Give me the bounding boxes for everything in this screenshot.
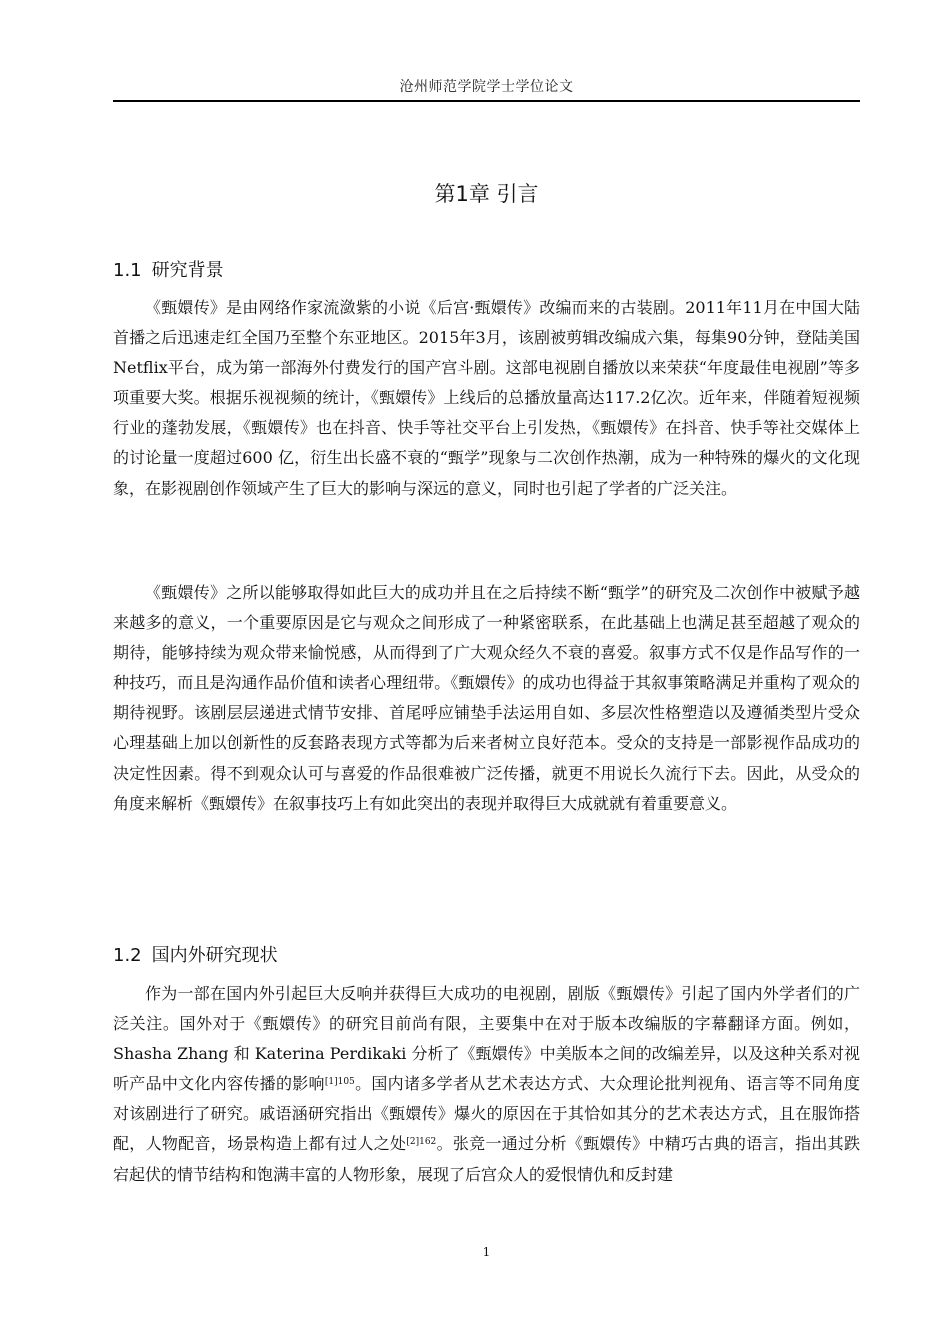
paragraph-text: 作为一部在国内外引起巨大反响并获得巨大成功的电视剧，剧版《甄嬛传》引起了国内外学者们的广泛关注。国外对于《甄嬛传》的研究目前尚有限，主要集中在对于版本改编版的字幕翻译方面。例如，Shasha Zhang 和 Katerina Perdikaki 分析了《甄嬛传》中美版本之间的改编差异，以及这种关系对视听产品中文化内容传播的影响 [113, 984, 860, 1094]
page-number: 1 [482, 1245, 491, 1259]
chapter-title: 第1章 引言 [434, 182, 539, 206]
section-heading-background [113, 256, 224, 282]
section-number: 1.1 [113, 260, 142, 281]
body-paragraph: 《甄嬛传》之所以能够取得如此巨大的成功并且在之后持续不断“甄学”的研究及二次创作中被赋予越来越多的意义，一个重要原因是它与观众之间形成了一种紧密联系，在此基础上也满足甚至超越了观众的期待，能够持续为观众带来愉悦感，从而得到了广大观众经久不衰的喜爱。叙事方式不仅是作品写作的一种技巧，而且是沟通作品价值和读者心理纽带。《甄嬛传》的成功也得益于其叙事策略满足并重构了观众的期待视野。该剧层层递进式情节安排、首尾呼应铺垫手法运用自如、多层次性格塑造以及遵循类型片受众心理基础上加以创新性的反套路表现方式等都为后来者树立良好范本。受众的支持是一部影视作品成功的决定性因素。得不到观众认可与喜爱的作品很难被广泛传播，就更不用说长久流行下去。因此，从受众的角度来解析《甄嬛传》在叙事技巧上有如此突出的表现并取得巨大成就就有着重要意义。 [113, 583, 860, 813]
section-heading-literature-review [113, 941, 278, 967]
section-title: 研究背景 [151, 260, 224, 281]
paragraph-text: 。张竞一通过分析《甄嬛传》中精巧古典的语言，指出其跌宕起伏的情节结构和饱满丰富的人物形象，展现了后宫众人的爱恨情仇和反封建 [113, 1134, 860, 1184]
citation-mark: [1]105 [324, 1077, 355, 1088]
section-number: 1.2 [113, 945, 142, 966]
paragraph-text: 。国内诸多学者从艺术表达方式、大众理论批判视角、语言等不同角度对该剧进行了研究。戚语涵研究指出《甄嬛传》爆火的原因在于其恰如其分的艺术表达方式，且在服饰搭配，人物配音，场景构造上都有过人之处 [113, 1074, 860, 1154]
section-title: 国内外研究现状 [151, 945, 278, 966]
running-header: 沧州师范学院学士学位论文 [399, 79, 574, 95]
body-paragraph [113, 979, 860, 1190]
body-paragraph: 《甄嬛传》是由网络作家流潋紫的小说《后宫·甄嬛传》改编而来的古装剧。2011年11月在中国大陆首播之后迅速走红全国乃至整个东亚地区。2015年3月，该剧被剪辑改编成六集，每集90分钟，登陆美国Netflix平台，成为第一部海外付费发行的国产宫斗剧。这部电视剧自播放以来荣获“年度最佳电视剧”等多项重要大奖。根据乐视视频的统计，《甄嬛传》上线后的总播放量高达117.2亿次。近年来，伴随着短视频行业的蓬勃发展，《甄嬛传》也在抖音、快手等社交平台上引发热，《甄嬛传》在抖音、快手等社交媒体上的讨论量一度超过600 亿，衍生出长盛不衰的“甄学”现象与二次创作热潮，成为一种特殊的爆火的文化现象，在影视剧创作领域产生了巨大的影响与深远的意义，同时也引起了学者的广泛关注。 [113, 298, 860, 498]
header-rule [113, 100, 860, 102]
citation-mark: [2]162 [406, 1137, 437, 1148]
